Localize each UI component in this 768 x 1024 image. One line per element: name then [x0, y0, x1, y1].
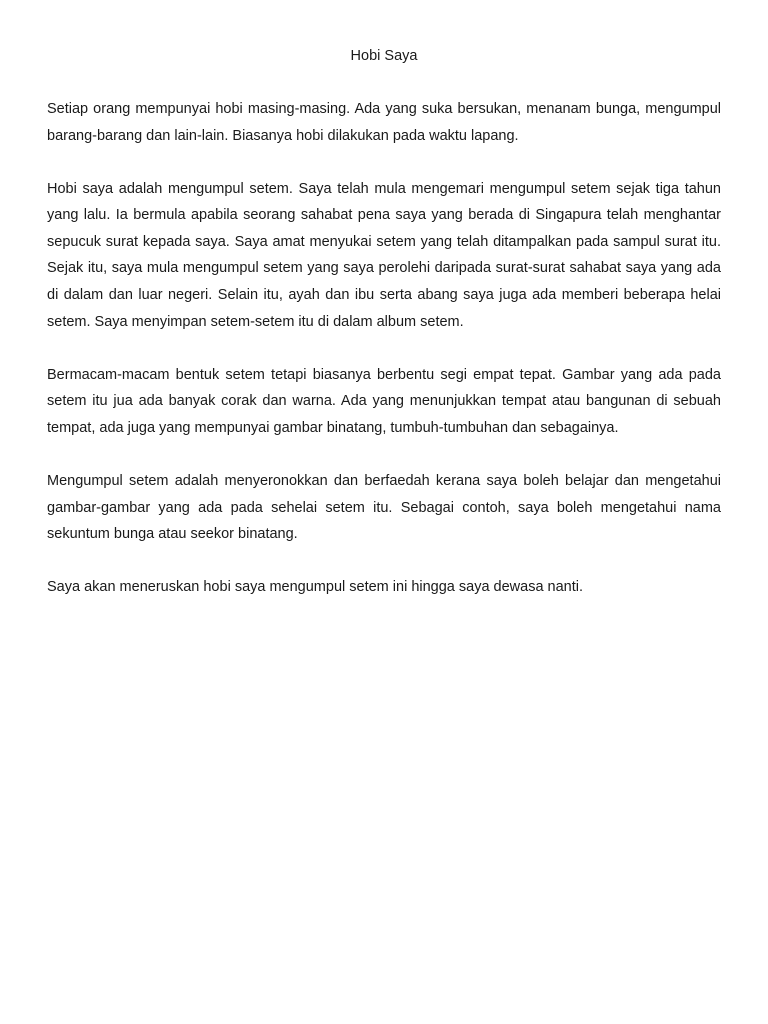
paragraph-hobby: Hobi saya adalah mengumpul setem. Saya telah mula mengemari mengumpul setem sejak tiga tahun yang lalu. Ia bermula apabila seorang sahabat pena saya yang berada di Singapura telah menghantar sepucuk surat kepada saya. Saya amat menyukai setem yang telah ditampalkan pada sampul surat itu. Sejak itu, saya mula mengumpul setem yang saya perolehi daripada surat-surat sahabat saya yang ada di dalam dan luar negeri. Selain itu, ayah dan ibu serta abang saya juga ada memberi beberapa helai setem. Saya menyimpan setem-setem itu di dalam album setem.	[47, 180, 721, 330]
paragraph-benefits: Mengumpul setem adalah menyeronokkan dan berfaedah kerana saya boleh belajar dan mengetahui gambar-gambar yang ada pada sehelai setem itu. Sebagai contoh, saya boleh mengetahui nama sekuntum bunga atau seekor binatang.	[47, 473, 721, 543]
paragraph-stamp-shapes: Bermacam-macam bentuk setem tetapi biasanya berbentu segi empat tepat. Gambar yang ada pada setem itu jua ada banyak corak dan warna. Ada yang menunjukkan tempat atau bangunan di sebuah tempat, ada juga yang mempunyai gambar binatang, tumbuh-tumbuhan dan sebagainya.	[47, 366, 721, 436]
paragraph-conclusion: Saya akan meneruskan hobi saya mengumpul setem ini hingga saya dewasa nanti.	[47, 579, 584, 596]
document-title: Hobi Saya	[350, 48, 418, 64]
document-body	[47, 96, 721, 627]
paragraph-introduction: Setiap orang mempunyai hobi masing-masing. Ada yang suka bersukan, menanam bunga, mengumpul barang-barang dan lain-lain. Biasanya hobi dilakukan pada waktu lapang.	[47, 101, 721, 144]
